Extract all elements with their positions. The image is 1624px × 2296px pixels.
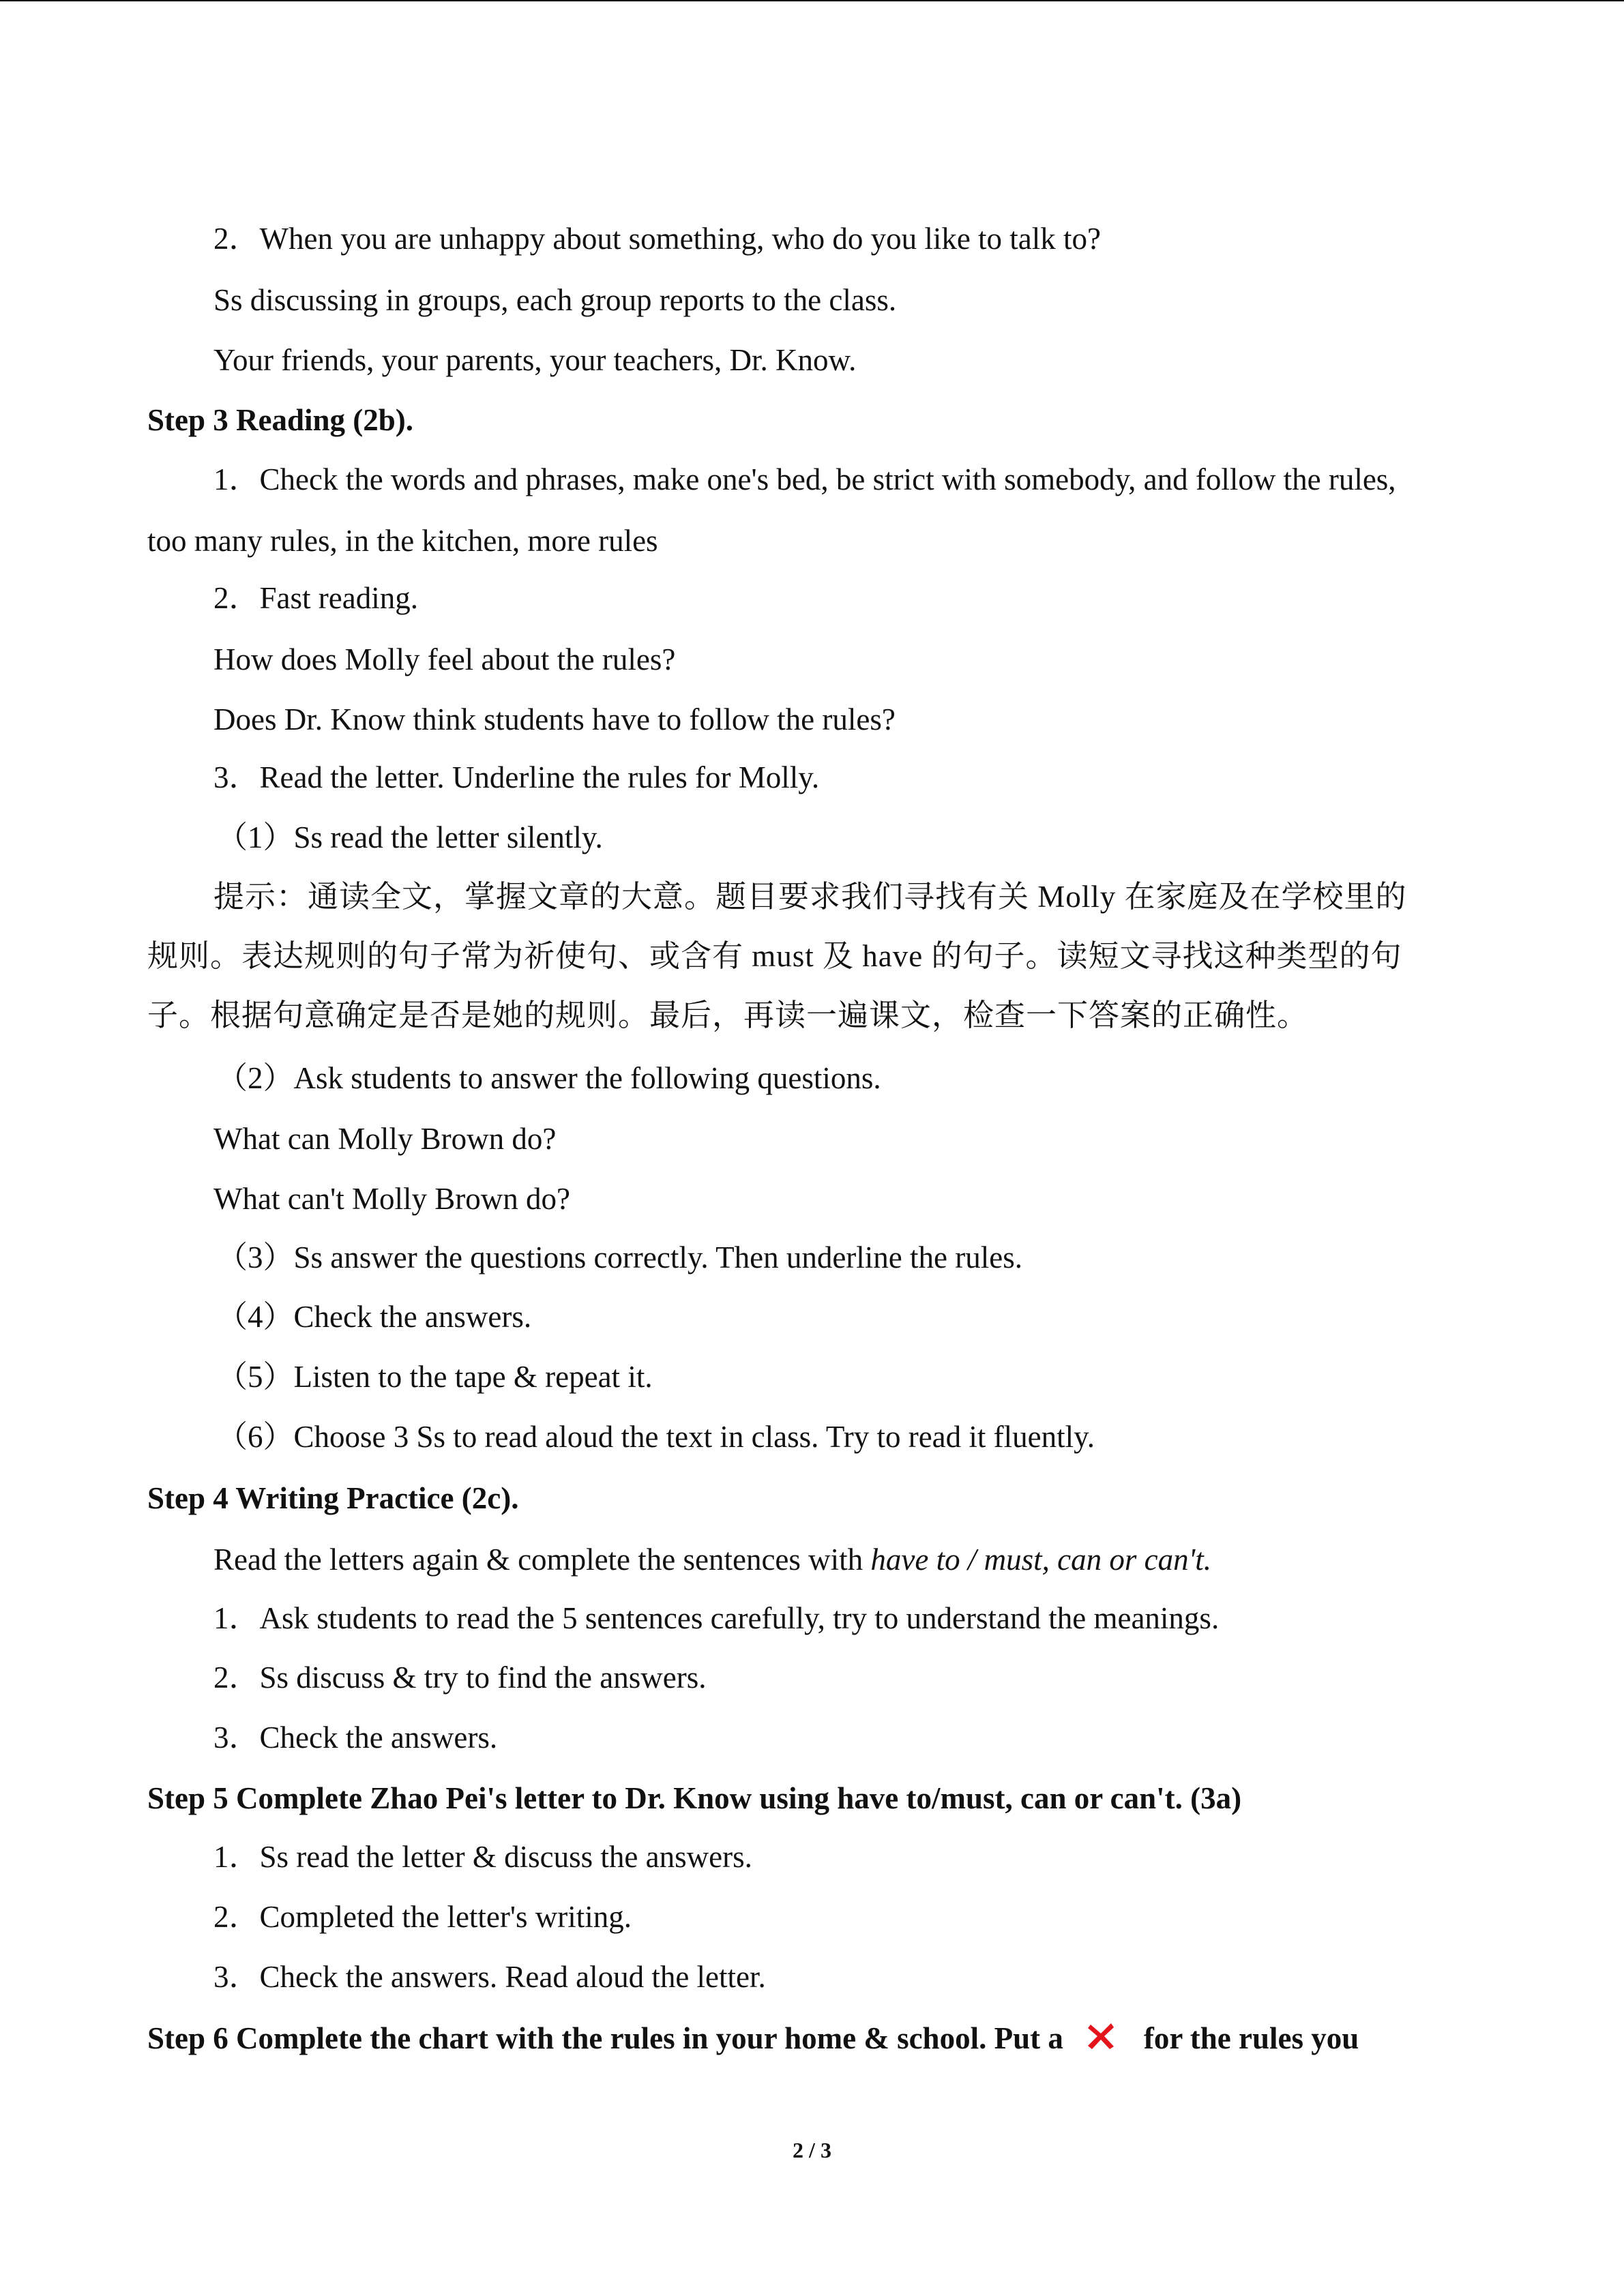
paragraph-line: 2．Ss discuss & try to find the answers. <box>213 1660 707 1695</box>
paragraph-line: What can Molly Brown do? <box>213 1122 557 1156</box>
hint-line: 规则。表达规则的句子常为祈使句、或含有 must 及 have 的句子。读短文寻找这种类型的句 <box>147 939 1402 973</box>
step-6-text-end: for the rules you <box>1143 2021 1359 2055</box>
paragraph-line: （3）Ss answer the questions correctly. Then underline the rules. <box>217 1240 1022 1274</box>
paragraph-line: 3．Check the answers. <box>213 1720 498 1755</box>
paragraph-line <box>213 1542 1211 1577</box>
paragraph-line: 1．Check the words and phrases, make one's bed, be strict with somebody, and follow the rules, <box>213 462 1396 496</box>
paragraph-line: （4）Check the answers. <box>217 1300 532 1334</box>
hint-line: 提示：通读全文，掌握文章的大意。题目要求我们寻找有关 Molly 在家庭及在学校里的 <box>213 880 1407 914</box>
paragraph-line: too many rules, in the kitchen, more rules <box>147 524 658 558</box>
step-3-heading: Step 3 Reading (2b). <box>147 403 414 437</box>
paragraph-line: （2）Ask students to answer the following questions. <box>217 1061 881 1095</box>
paragraph-line: 3．Read the letter. Underline the rules for Molly. <box>213 760 820 794</box>
hint-line: 子。根据句意确定是否是她的规则。最后，再读一遍课文，检查一下答案的正确性。 <box>147 998 1309 1032</box>
step-4-heading: Step 4 Writing Practice (2c). <box>147 1481 519 1515</box>
instruction-italic: have to / must, can or can't. <box>870 1542 1211 1577</box>
page-number: 2 / 3 <box>793 2138 831 2162</box>
paragraph-line: Does Dr. Know think students have to follow the rules? <box>213 702 896 736</box>
question-2: 2．When you are unhappy about something, who do you like to talk to? <box>213 222 1102 256</box>
paragraph-line: 3．Check the answers. Read aloud the letter. <box>213 1960 766 1994</box>
red-x-icon <box>1085 2021 1117 2052</box>
paragraph-line: （1）Ss read the letter silently. <box>217 820 603 854</box>
paragraph-line: 1．Ss read the letter & discuss the answers. <box>213 1840 752 1874</box>
paragraph-line: （5）Listen to the tape & repeat it. <box>217 1360 653 1394</box>
paragraph-line: Your friends, your parents, your teachers, Dr. Know. <box>213 343 857 377</box>
step-6-heading <box>147 2023 1359 2057</box>
paragraph-line: 2．Fast reading. <box>213 581 418 615</box>
paragraph-line: What can't Molly Brown do? <box>213 1182 570 1216</box>
instruction-text: Read the letters again & complete the sentences with <box>213 1542 871 1577</box>
paragraph-line: 2．Completed the letter's writing. <box>213 1900 632 1934</box>
paragraph-line: How does Molly feel about the rules? <box>213 642 676 676</box>
paragraph-line: （6）Choose 3 Ss to read aloud the text in class. Try to read it fluently. <box>217 1420 1095 1454</box>
paragraph-line: Ss discussing in groups, each group reports to the class. <box>213 283 897 317</box>
paragraph-line: 1．Ask students to read the 5 sentences carefully, try to understand the meanings. <box>213 1601 1220 1635</box>
step-5-heading: Step 5 Complete Zhao Pei's letter to Dr. Know using have to/must, can or can't. (3a) <box>147 1781 1242 1815</box>
step-6-text: Step 6 Complete the chart with the rules in your home & school. Put a <box>147 2021 1063 2055</box>
